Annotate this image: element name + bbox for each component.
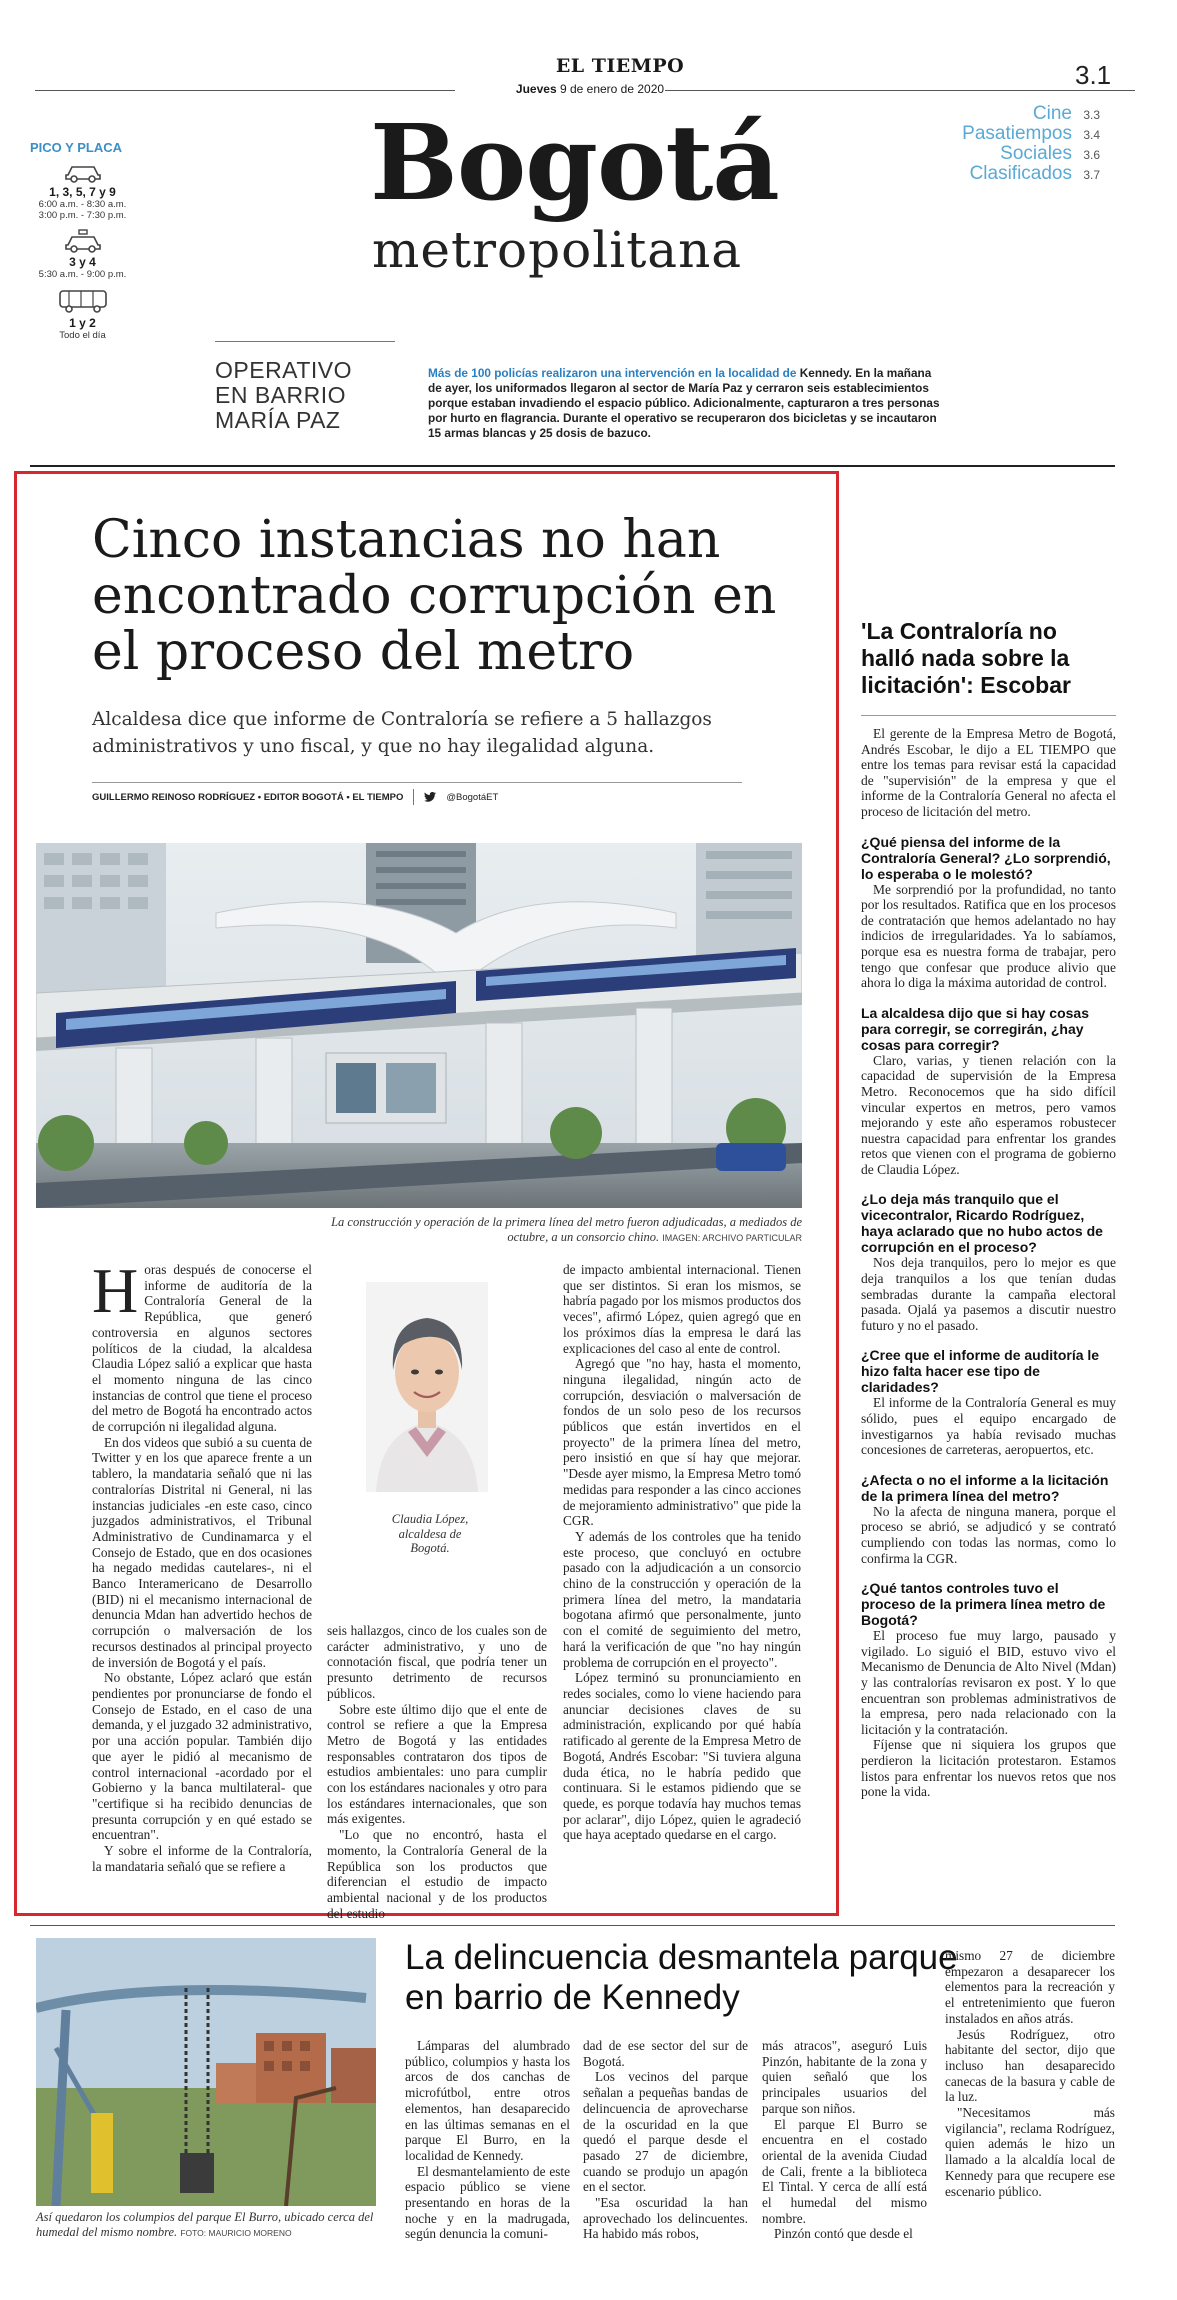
qa-answer: No la afecta de ninguna manera, porque el proceso se abrió, se adjudicó y se contrató cumpliendo con todas las normas, como lo confirma la CGR. (861, 1503, 1116, 1566)
bottom-headline: La delincuencia desmantela parque en barrio de Kennedy (405, 1938, 958, 2017)
qa-answer: El proceso fue muy largo, pausado y vigilado. Lo siguió el BID, estuvo vivo el Mecanismo de Denuncia de Alto Nivel (Mdan) y las contralorías revisaron ex post. Y lo que encuentran son problemas administrativos de la empresa, pero nada relacionado con la licitación y la contratación. (861, 1628, 1116, 1737)
bottom-col-1: Lámparas del alumbrado público, columpios y hasta los arcos de dos canchas de microfútbol, entre otros elementos, han desaparecido en las últimas semanas en el parque El Burro, en la localidad de Kennedy. El desmantelamiento de este espacio público se viene presentando en horas de la noche y en la madrugada, según denuncia la comuni- (405, 2038, 570, 2242)
main-col-3: de impacto ambiental internacional. Tienen que ser distintos. Si eran los mismos, se habría pagado por los mismos productos dos veces", afirmó López, quien agregó que en los próximos días la empresa le dará las explicaciones del caso al ente de control. Agregó que "no hay, hasta el momento, ninguna ilegalidad, ningún acto de corrupción, desviación o malversación de fondos de un solo peso de los recursos públicos que están invertidos en el proyecto" de la primera línea del metro, pero insistió en que sí hay que mejorar. "Desde ayer mismo, la Empresa Metro tomó medidas para responder a las cinco acciones de mejoramiento administrativo" que pide la CGR. Y además de los controles que ha tenido este proceso, que concluyó en octubre pasado con la adjudicación a un consorcio chino de la construcción y operación de la primera línea del metro, la mandataria bogotana afirmó que personalmente, junto con el comité de seguimiento del metro, hará la verificación de que "no hay ningún problema de corrupción en el proyecto". López terminó su pronunciamiento en redes sociales, como lo viene haciendo para anunciar decisiones claves de su administración, explicando por qué había ratificado al gerente de la Empresa Metro de Bogotá, Andrés Escobar: "Si tuviera alguna duda ética, no le habría pedido que continuara. Si le estamos pidiendo que se quede, es porque todavía hay muchos temas por aclarar", dijo López, quien le agradeció que haya aceptado quedarse en el cargo. (563, 1262, 801, 1843)
qa-question: La alcaldesa dijo que si hay cosas para corregir, se corregirán, ¿hay cosas para corregir? (861, 1004, 1089, 1053)
sidebar-headline: 'La Contraloría no halló nada sobre la licitación': Escobar (861, 618, 1071, 698)
twitter-icon (424, 792, 436, 802)
main-headline: Cinco instancias no han encontrado corrupción en el proceso del metro (92, 510, 777, 682)
index-item-clasificados[interactable]: Clasificados 3.7 (969, 163, 1100, 184)
car-icon (63, 161, 103, 183)
qa-question: ¿Qué piensa del informe de la Contraloría General? ¿Lo sorprendió, lo esperaba o le molestó? (861, 833, 1111, 882)
sidebar-intro: El gerente de la Empresa Metro de Bogotá, Andrés Escobar, le dijo a EL TIEMPO que entre los temas para revisar está la capacidad de "supervisión" de la empresa y que el informe de la Contraloría General no afecta el proceso de licitación del metro. (861, 726, 1116, 819)
brief-text: Más de 100 policías realizaron una intervención en la localidad de Kennedy. En la mañana de ayer, los uniformados llegaron al sector de María Paz y cerraron seis establecimientos porque estaban invadiendo el espacio público. Adicionalmente, capturaron a tres personas por hurto en flagrancia. Durante el operativo se recuperaron dos bicicletas y se incautaron 15 armas blancas y 25 dosis de bazuco. (428, 366, 940, 440)
twitter-handle: @BogotáET (446, 791, 499, 803)
qa-answer: Claro, varias, y tienen relación con la capacidad de supervisión de la Empresa Metro. Reconocemos que ha sido difícil vincular expertos en metros, pero vamos mejorando y este año esperamos robustecer nuestra capacidad para enfrentar los grandes retos que vienen con el programa de gobierno de Claudia López. (861, 1052, 1116, 1177)
qa-question: ¿Afecta o no el informe a la licitación de la primera línea del metro? (861, 1471, 1109, 1504)
taxi-hours: 5:30 a.m. - 9:00 p.m. (38, 269, 127, 280)
qa-question: ¿Cree que el informe de auditoría le hizo falta hacer ese tipo de claridades? (861, 1347, 1100, 1396)
truck-hours: Todo el día (59, 330, 106, 341)
pico-placa-title: PICO Y PLACA (30, 140, 122, 155)
portrait-caption: Claudia López, alcaldesa de Bogotá. (391, 1512, 469, 1555)
bottom-col-3: más atracos", aseguró Luis Pinzón, habitante de la zona y quien señaló que los principales usuarios del parque son niños. El parque El Burro se encuentra en el costado oriental de la avenida Ciudad de Cali, frente a la biblioteca El Tintal. Y cerca de allí está el humedal del mismo nombre. Pinzón contó que desde el (762, 2038, 927, 2242)
section-subtitle: metropolitana (372, 221, 743, 279)
sidebar-interview (861, 618, 1116, 1800)
metro-photo-caption: La construcción y operación de la primera línea del metro fueron adjudicadas, a mediados de octubre, a un consorcio chino. IMAGEN: ARCHIVO PARTICULAR (331, 1215, 802, 1244)
index-item-sociales[interactable]: Sociales 3.6 (1000, 143, 1100, 164)
bottom-col-2: dad de ese sector del sur de Bogotá. Los vecinos del parque señalan a pequeñas bandas de delincuencia de aprovecharse de la oscuridad en la que quedó el parque desde el pasado 27 de diciembre, cuando se produjo un apagón en el sector. "Esa oscuridad la han aprovechado los delincuentes. Ha habido más robos, (583, 2038, 748, 2242)
index-item-pasatiempos[interactable]: Pasatiempos 3.4 (962, 123, 1100, 144)
issue-date: Jueves 9 de enero de 2020 (515, 82, 665, 96)
pico-placa-box (30, 140, 135, 341)
sidebar-closing: Fíjense que ni siquiera los grupos que perdieron la licitación protestaron. Estamos listos para enfrentar los nuevos retos que nos pone la vida. (861, 1737, 1116, 1800)
taxi-icon (63, 229, 103, 253)
main-deck: Alcaldesa dice que informe de Contraloría se refiere a 5 hallazgos administrativos y uno fiscal, y que no hay ilegalidad alguna. (92, 709, 712, 757)
page-number: 3.1 (1075, 60, 1112, 90)
qa-answer: Nos deja tranquilos, pero lo mejor es que deja tranquilos a los que tenían dudas sembradas durante la campaña electoral pasada. Ojalá ya pasemos a discutir nuestro futuro y no el pasado. (861, 1255, 1116, 1333)
qa-question: ¿Lo deja más tranquilo que el vicecontralor, Ricardo Rodríguez, haya aclarado que no hubo actos de corrupción en el proceso? (861, 1191, 1103, 1256)
park-swings-photo (36, 1938, 376, 2206)
section-index (900, 103, 1100, 183)
car-plates: 1, 3, 5, 7 y 9 (49, 185, 116, 199)
truck-icon (57, 288, 109, 314)
park-photo-caption: Así quedaron los columpios del parque El Burro, ubicado cerca del humedal del mismo nombre. FOTO: MAURICIO MORENO (36, 2210, 374, 2239)
main-col-2: seis hallazgos, cinco de los cuales son de carácter administrativo, y uno de connotación fiscal, que podría tener un presunto detrimento de recursos públicos. Sobre este último dijo que el ente de control se refiere a que la Empresa Metro de Bogotá y las entidades responsables contrataron dos tipos de estudios ambientales: uno para cumplir con los estándares nacionales y otro para los estándares internacionales, que son más exigentes. "Lo que no encontró, hasta el momento, la Contraloría General de la República son los productos que diferencian el estudio de impacto ambiental nacional y de los productos del estudio (327, 1623, 547, 1921)
drop-cap: H (92, 1255, 139, 1326)
car-hours-1: 6:00 a.m. - 8:30 a.m. (38, 199, 127, 210)
claudia-lopez-portrait (366, 1282, 488, 1492)
car-hours-2: 3:00 p.m. - 7:30 p.m. (38, 210, 127, 221)
metro-illustration (36, 843, 802, 1208)
qa-answer: Me sorprendió por la profundidad, no tanto por los resultados. Ratifica que en los procesos de contratación que hemos adelantado no hay indicios de irregularidades. Ya lo sabíamos, porque esa es nuestra forma de trabajar, pero tengo que confesar que produce alivio que ahora lo diga la máxima autoridad de control. (861, 881, 1116, 991)
main-byline: GUILLERMO REINOSO RODRÍGUEZ • EDITOR BOGOTÁ • EL TIEMPO @BogotáET (92, 789, 772, 805)
taxi-plates: 3 y 4 (69, 255, 96, 269)
bottom-col-4: mismo 27 de diciembre empezaron a desaparecer los elementos para la recreación y el entretenimiento que fueron instalados en años atrás. Jesús Rodríguez, otro habitante del sector, dijo que incluso han desaparecido canecas de la basura y cable de la luz. "Necesitamos más vigilancia", reclama Rodríguez, quien además le hizo un llamado a la alcaldía local de Kennedy para que recupere ese escenario público. (945, 1948, 1115, 2199)
brief-title: OPERATIVO EN BARRIO MARÍA PAZ (215, 357, 352, 433)
truck-plates: 1 y 2 (69, 316, 96, 330)
qa-question: ¿Qué tantos controles tuvo el proceso de la primera línea metro de Bogotá? (861, 1580, 1106, 1629)
index-item-cine[interactable]: Cine 3.3 (1032, 103, 1100, 124)
qa-answer: El informe de la Contraloría General es muy sólido, pues el equipo encargado de investigarnos ya había revisado muchas concesiones de carreteras, aeropuertos, etc. (861, 1395, 1116, 1458)
newspaper-name: EL TIEMPO (555, 55, 685, 77)
main-col-1: Horas después de conocerse el informe de auditoría de la Contraloría General de la República, que generó controversia en algunos sectores políticos de la ciudad, la alcaldesa Claudia López salió a explicar que hasta el momento ninguna de las cinco instancias de control que tiene el proceso del metro de Bogotá ha encontrado actos de corrupción ni ilegalidad alguna. En dos videos que subió a su cuenta de Twitter y en los que aparece frente a un tablero, la mandataria señaló que ni las contralorías Distrital ni General, ni las instancias judiciales -en este caso, cinco juzgados administrativos, el Tribunal Administrativo de Cundinamarca y el Consejo de Estado, que en dos ocasiones ha negado medidas cautelares-, ni el Banco Interamericano de Desarrollo (BID) ni el mecanismo internacional de denuncia Mdan han advertido hechos de corrupción o malversación de los recursos destinados al principal proyecto de inversión de Bogotá y el país. No obstante, López aclaró que están pendientes por pronunciarse de fondo el Consejo de Estado, en el caso de una demanda, y el juzgado 32 administrativo, por una acción popular. También dijo que ayer le pidió al mecanismo de control internacional -acordado por el Gobierno y la banca multilateral- que "certifique si ha recibido denuncias de presunta corrupción y en qué estado se encuentran". Y sobre el informe de la Contraloría, la mandataria señaló que se refiere a (92, 1255, 312, 1874)
section-title: Bogotá (370, 101, 779, 224)
